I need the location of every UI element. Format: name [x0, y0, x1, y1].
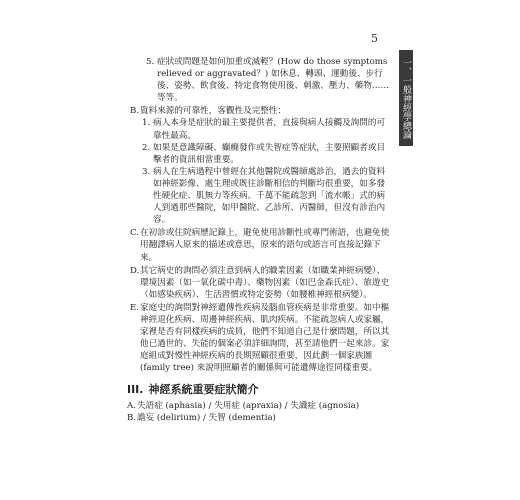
list-marker: B. — [130, 106, 140, 117]
list-item — [127, 400, 392, 412]
page-content — [127, 56, 392, 424]
page-number: 5 — [371, 32, 378, 45]
list-item-text: 病人在生病過程中曾經在其他醫院或醫師處診治，過去的資料如神經影像、處生理或既往診斷相信的判斷均很重要，如多發性硬化症、肌無力等疾病。千萬不能疏忽到「流水帳」式的病人到過那些醫院，如甲醫院、乙診所、丙醫師，但沒有診治內容。 — [153, 166, 386, 226]
list-item-E — [130, 302, 392, 375]
list-item-text: 在初診或住院病歷記錄上，避免使用診斷性或專門術語，也避免使用翻譯病人原來的描述或意思，原來的語句或語言可直接記錄下來。 — [140, 228, 390, 263]
list-item-text: 病人本身是症狀的最主要提供者，直接與病人接觸及詢問的可靠性最高。 — [153, 118, 386, 141]
list-item-text: 譫妄 (delirium) / 失智 (dementia) — [137, 412, 276, 423]
list-item-5 — [146, 56, 392, 104]
list-item-C — [130, 227, 392, 263]
list-item-B2 — [142, 142, 392, 166]
list-marker: E. — [130, 302, 140, 313]
list-item-B3 — [142, 166, 392, 226]
list-marker: B. — [127, 412, 137, 423]
section-heading — [127, 384, 392, 396]
section-number: III. — [127, 383, 144, 397]
list-marker: 1. — [142, 118, 151, 129]
list-item-text: 症狀或問題是如何加重或減輕？(How do those symptoms relieved or aggravated？) 如休息、轉頭、運動後、步行後、姿勢、飲食後、特定食物使用後、刺激、壓力、藥物……等等。 — [157, 57, 390, 104]
list-item-text: 如果是意識障礙、癲癇發作或失智症等症狀，主要照顧者或目擊者的資訊相當重要。 — [153, 142, 386, 165]
list-item-B — [130, 105, 392, 117]
list-marker: 5. — [146, 57, 155, 67]
list-marker: C. — [130, 228, 140, 239]
list-item — [127, 412, 392, 424]
list-item-B1 — [142, 117, 392, 141]
chapter-side-tab: 一、一般神經學總論 — [399, 50, 413, 146]
list-item-text: 家庭史的詢問對神經遺傳性疾病及腦血管疾病是非常重要。如中樞神經退化疾病、周邊神經疾病、肌肉疾病。不能疏忽病人或家屬，家裡是否有同樣疾病的成員，他們不知道自己是什麼問題，所以其他已過世的、失能的個案必須詳細詢問，甚至請他們一起來診。家庭組成對慢性神經疾病的長期照顧很重要，因此劃一個家族圖 (family tree) 來說明照顧者的關係與可能遺傳途徑同樣重要。 — [140, 302, 390, 374]
list-item-text: 失語症 (aphasia) / 失用症 (apraxia) / 失識症 (agnosia) — [137, 400, 360, 411]
list-marker: 3. — [142, 166, 151, 177]
section-title: 神經系統重要症狀簡介 — [148, 383, 259, 397]
list-marker: A. — [127, 400, 136, 411]
list-item-text: 資料來源的可靠性，客觀性及完整性： — [140, 106, 287, 117]
list-marker: 2. — [142, 142, 151, 153]
list-item-text: 其它病史的詢問必須注意到病人的職業因素（如職業神經病變）、環境因素（如一氧化碳中毒）、藥物因素（如巴金森氏症）、旅遊史（如感染疾病）、生活習慣或特定姿勢（如腰椎神經根病變）。 — [140, 265, 390, 300]
list-item-D — [130, 265, 392, 301]
list-marker: D. — [130, 265, 140, 276]
